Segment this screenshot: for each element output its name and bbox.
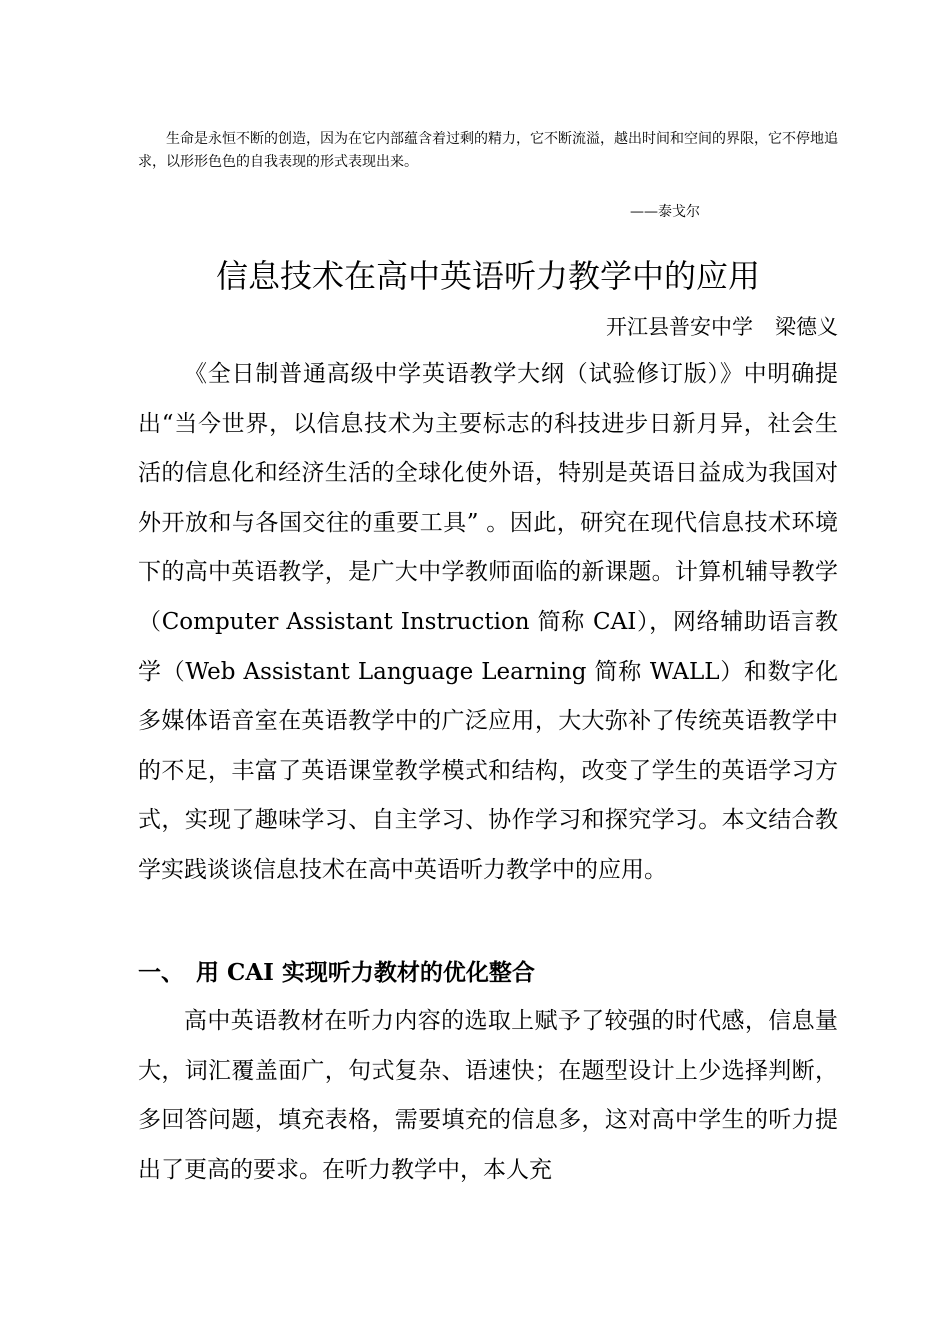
author-school: 开江县普安中学 [606,315,753,339]
section-title: 用 CAI 实现听力教材的优化整合 [196,959,535,986]
section-heading-1 [138,948,838,998]
section-number: 一、 [138,959,184,986]
intro-paragraph: 《全日制普通高级中学英语教学大纲（试验修订版）》中明确提出“当今世界，以信息技术为主要标志的科技进步日新月异，社会生活的信息化和经济生活的全球化使外语，特别是英语日益成为我国对外开放和与各国交往的重要工具” 。因此，研究在现代信息技术环境下的高中英语教学，是广大中学教师面临的新课题。计算机辅导教学（Computer Assistant Instruction 简称 CAI），网络辅助语言教学（Web Assistant Language Learning 简称 WALL）和数字化多媒体语音室在英语教学中的广泛应用，大大弥补了传统英语教学中的不足，丰富了英语课堂教学模式和结构，改变了学生的英语学习方式，实现了趣味学习、自主学习、协作学习和探究学习。本文结合教学实践谈谈信息技术在高中英语听力教学中的应用。 [138,361,838,883]
epigraph-attribution: ——泰戈尔 [630,204,700,220]
epigraph-quote: 生命是永恒不断的创造，因为在它内部蕴含着过剩的精力，它不断流溢，越出时间和空间的界限，它不停地追求，以形形色色的自我表现的形式表现出来。 [138,131,838,170]
section-1-paragraph: 高中英语教材在听力内容的选取上赋予了较强的时代感，信息量大，词汇覆盖面广，句式复杂、语速快；在题型设计上少选择判断，多回答问题，填充表格，需要填充的信息多，这对高中学生的听力提出了更高的要求。在听力教学中，本人充 [138,1008,838,1183]
author-name: 梁德义 [775,315,838,339]
author-line [500,312,838,342]
article-title: 信息技术在高中英语听力教学中的应用 [215,257,760,295]
